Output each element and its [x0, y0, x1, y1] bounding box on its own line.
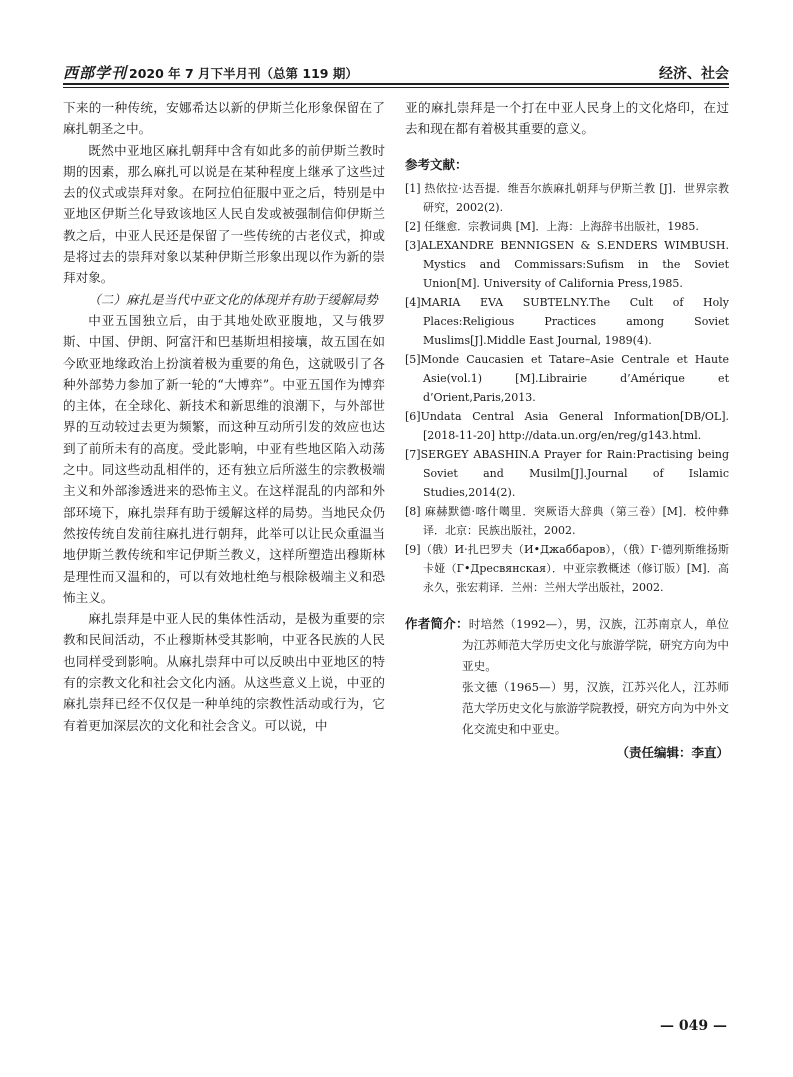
- journal-logo: 西部学刊: [63, 64, 128, 82]
- paragraph: 亚的麻扎崇拜是一个打在中亚人民身上的文化烙印，在过去和现在都有着极其重要的意义。: [405, 100, 729, 137]
- header-rule-thin: [63, 87, 729, 88]
- right-column: [405, 97, 729, 763]
- section-title: 经济、社会: [659, 66, 729, 82]
- references-title: 参考文献：: [405, 156, 468, 172]
- page-number: — 049 —: [660, 1018, 727, 1034]
- reference-item: [6]Undata Central Asia General Information[DB/OL].[2018-11-20] http://data.un.org/en/reg/g143.html.: [405, 409, 729, 442]
- author-bio-text: 时培然（1992—），男，汉族，江苏南京人，单位为江苏师范大学历史文化与旅游学院，研究方向为中亚史。: [462, 616, 729, 673]
- paragraph: 中亚五国独立后，由于其地处欧亚腹地，又与俄罗斯、中国、伊朗、阿富汗和巴基斯坦相接壤，故五国在如今欧亚地缘政治上扮演着极为重要的角色，这就吸引了各种外部势力参加了新一轮的“大博弈”。中亚五国作为博弈的主体，在全球化、新技术和新思维的浪潮下，与外部世界的互动较过去更为频繁，而这种互动所引发的效应也达到了前所未有的高度。受此影响，中亚有些地区陷入动荡之中。同这些动乱相伴的，还有独立后所滋生的宗教极端主义和外部渗透进来的恐怖主义。在这样混乱的内部和外部环境下，麻扎崇拜有助于缓解这样的局势。当地民众仍然按传统自发前往麻扎进行朝拜，此举可以让民众重温当地伊斯兰教传统和牢记伊斯兰教义，这样所塑造出穆斯林是理性而又温和的，可以有效地杜绝与根除极端主义和恐怖主义。: [63, 312, 385, 605]
- reference-item: [4]MARIA EVA SUBTELNY.The Cult of Holy Places:Religious Practices among Soviet Muslims[J].Middle East Journal, 1989(4).: [405, 295, 729, 347]
- left-column: [63, 97, 385, 736]
- responsible-editor: （责任编辑：李直）: [616, 744, 729, 760]
- paragraph: 既然中亚地区麻扎朝拜中含有如此多的前伊斯兰教时期的因素，那么麻扎可以说是在某种程度上继承了这些过去的仪式或崇拜对象。在阿拉伯征服中亚之后，特别是中亚地区伊斯兰化导致该地区人民自发或被强制信仰伊斯兰教之后，中亚人民还是保留了一些传统的古老仪式，抑或是将过去的崇拜对象以某种伊斯兰形象出现以作为新的崇拜对象。: [63, 142, 385, 286]
- page-header: [63, 62, 729, 82]
- reference-item: [5]Monde Caucasien et Tatare–Asie Centrale et Haute Asie(vol.1) [M].Librairie d’Amérique et d’Orient,Paris,2013.: [405, 352, 729, 404]
- reference-item: [2] 任继愈．宗教词典 [M]．上海：上海辞书出版社，1985.: [405, 219, 699, 233]
- reference-item: [3]ALEXANDRE BENNIGSEN & S.ENDERS WIMBUSH. Mystics and Commissars:Sufism in the Soviet Union[M]. University of California Press,1985.: [405, 238, 729, 290]
- paragraph: 麻扎崇拜是中亚人民的集体性活动，是极为重要的宗教和民间活动，不止穆斯林受其影响，中亚各民族的人民也同样受到影响。从麻扎崇拜中可以反映出中亚地区的特有的宗教文化和社会文化内涵。从这些意义上说，中亚的麻扎崇拜已经不仅仅是一种单纯的宗教性活动或行为，它有着更加深层次的文化和社会含义。可以说，中: [63, 611, 385, 733]
- author-bio-label: 作者简介：: [405, 615, 469, 631]
- reference-item: [8] 麻赫默德·喀什噶里．突厥语大辞典（第三卷）[M]．校仲彝译．北京：民族出版社，2002.: [405, 504, 729, 537]
- reference-list: [405, 179, 729, 597]
- paragraph: 下来的一种传统，安娜希达以新的伊斯兰化形象保留在了麻扎朝圣之中。: [63, 100, 385, 137]
- author-bio: [405, 613, 729, 763]
- section-subheading: （二）麻扎是当代中亚文化的体现并有助于缓解局势: [88, 291, 378, 307]
- reference-item: [9]（俄）И·扎巴罗夫（И•Джаббаров），（俄）Г·德列斯维扬斯卡娅（Г•Дресвянская）．中亚宗教概述（修订版）[M]．高永久，张宏莉译．兰州：兰州大学出版社，2002.: [405, 542, 729, 594]
- issue-info: 2020 年 7 月下半月刊（总第 119 期）: [129, 66, 358, 81]
- reference-item: [7]SERGEY ABASHIN.A Prayer for Rain:Practising being Soviet and Musilm[J].Journal of Islamic Studies,2014(2).: [405, 447, 729, 499]
- header-rule: [63, 83, 729, 85]
- reference-item: [1] 热依拉·达吾提．维吾尔族麻扎朝拜与伊斯兰教 [J]．世界宗教研究，2002(2).: [405, 181, 729, 214]
- author-bio-first: [405, 613, 729, 677]
- author-bio-second: 张文德（1965—）男，汉族，江苏兴化人，江苏师范大学历史文化与旅游学院教授，研究方向为中外文化交流史和中亚史。: [462, 679, 729, 736]
